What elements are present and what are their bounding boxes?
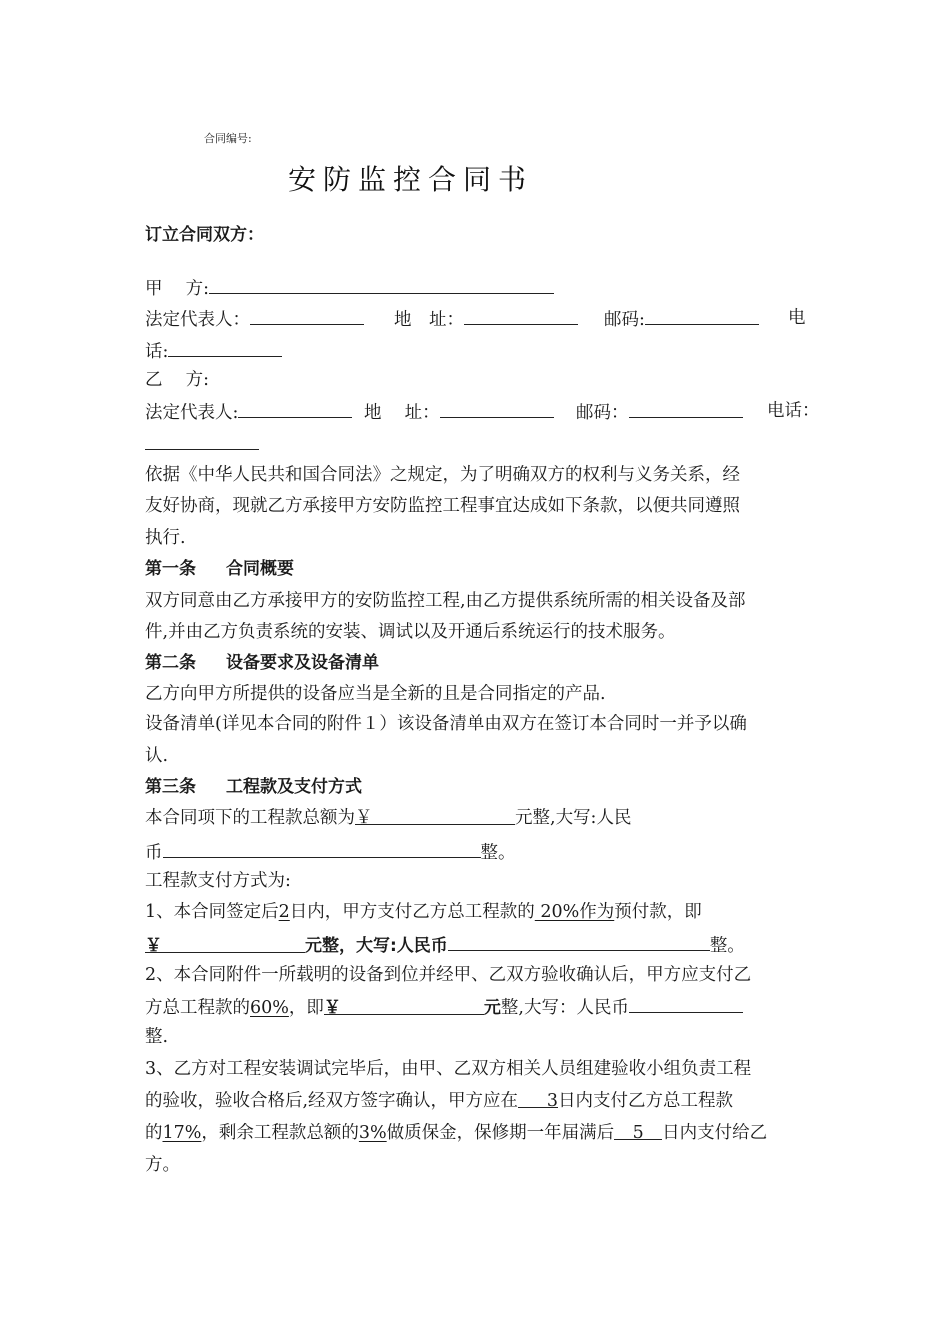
article-3-title: 工程款及支付方式 (226, 777, 362, 797)
party-a-zip-label: 邮码: (604, 310, 645, 330)
payment-3-days[interactable] (518, 1090, 559, 1111)
article-3-heading (145, 776, 362, 798)
payment-2-percent[interactable]: 60% (250, 998, 289, 1018)
payment-3-text-f: 日内支付给乙 (662, 1123, 768, 1143)
warranty-days[interactable] (614, 1122, 662, 1143)
party-a-label: 甲 方: (145, 279, 209, 299)
warranty-days-value: 5 (632, 1123, 644, 1143)
payment-2-text-d: 整,大写：人民币 (500, 998, 629, 1018)
article-1-line-2: 件,并由乙方负责系统的安装、调试以及开通后系统运行的技术服务。 (145, 622, 676, 642)
payment-2-line-2 (145, 995, 743, 1019)
payment-1-amount-blank[interactable] (145, 935, 305, 956)
party-a-blank[interactable] (209, 276, 554, 294)
payment-method-heading: 工程款支付方式为: (145, 871, 291, 891)
payment-1-line-1 (145, 901, 702, 923)
party-b-zip (576, 400, 743, 424)
payment-3-text-c: 的 (145, 1123, 163, 1143)
payment-3-text-e: 做质保金，保修期一年届满后 (386, 1123, 615, 1143)
party-b-rep-label: 法定代表人: (145, 403, 239, 423)
payment-3-line-1: 3、乙方对工程安装调试完毕后，由甲、乙双方相关人员组建验收小组负责工程 (145, 1059, 752, 1079)
party-a-line (145, 276, 554, 300)
total-rmb-blank[interactable] (163, 840, 481, 858)
payment-2-line-1: 2、本合同附件一所载明的设备到位并经甲、乙双方验收确认后，甲方应支付乙 (145, 965, 752, 985)
parties-heading: 订立合同双方： (145, 225, 264, 245)
payment-2-amount-blank[interactable] (323, 997, 484, 1018)
party-b-addr (364, 400, 554, 424)
article-2-number: 第二条 (145, 653, 196, 673)
total-amount-prefix: 本合同项下的工程款总额为 (145, 808, 355, 828)
article-1-title: 合同概要 (226, 559, 294, 579)
article-3-number: 第三条 (145, 777, 196, 797)
party-a-zip-blank[interactable] (645, 307, 759, 325)
party-a-addr-blank[interactable] (464, 307, 578, 325)
total-amount-suffix: 元整,大写:人民 (515, 808, 632, 828)
article-1-number: 第一条 (145, 559, 196, 579)
payment-2-rmb-blank[interactable] (629, 995, 743, 1013)
yen-symbol: ￥ (323, 998, 341, 1018)
payment-1-line-2 (145, 933, 745, 957)
article-2-line-3: 认. (145, 746, 169, 766)
party-b-addr-blank[interactable] (440, 400, 554, 418)
party-b-zip-blank[interactable] (629, 400, 743, 418)
intro-line-2: 友好协商，现就乙方承接甲方安防监控工程事宜达成如下条款，以便共同遵照 (145, 496, 740, 516)
payment-3-text-b: 日内支付乙方总工程款 (558, 1091, 734, 1111)
payment-1-text-a: 1、本合同签定后 (145, 902, 279, 922)
payment-2-text-c: 元 (483, 998, 501, 1018)
party-b-tel-blank[interactable] (145, 432, 259, 450)
payment-2-text-b: ，即 (288, 998, 324, 1018)
payment-2-text-a: 方总工程款的 (145, 998, 250, 1018)
total-amount-blank[interactable] (355, 807, 515, 828)
yen-symbol: ￥ (145, 936, 162, 956)
party-b-addr-label: 地 址： (364, 403, 440, 423)
party-a-tel-label-2: 话: (145, 342, 169, 362)
intro-line-3: 执行. (145, 528, 186, 548)
article-2-title: 设备要求及设备清单 (226, 653, 379, 673)
party-a-addr-label: 地 址： (394, 310, 464, 330)
party-a-rep-label: 法定代表人： (145, 310, 250, 330)
party-b-label: 乙 方: (145, 370, 209, 390)
payment-1-text-c: 预付款，即 (614, 902, 702, 922)
party-b-rep-line (145, 400, 352, 424)
payment-1-text-e: 整。 (709, 936, 745, 956)
contract-number-label: 合同编号: (204, 132, 252, 145)
article-1-line-1: 双方同意由乙方承接甲方的安防监控工程,由乙方提供系统所需的相关设备及部 (145, 591, 746, 611)
party-b-rep-blank[interactable] (238, 400, 352, 418)
article-1-heading (145, 558, 294, 580)
intro-line-1: 依据《中华人民共和国合同法》之规定，为了明确双方的权利与义务关系，经 (145, 465, 740, 485)
payment-3-days-value: 3 (546, 1091, 559, 1111)
article-2-line-2: 设备清单(详见本合同的附件１）该设备清单由双方在签订本合同时一并予以确 (145, 714, 747, 734)
yen-symbol: ￥ (355, 808, 373, 828)
payment-1-text-b: 日内，甲方支付乙方总工程款的 (289, 902, 535, 922)
party-a-tel-line (145, 339, 282, 363)
total-amount-line (145, 807, 631, 829)
page-title: 安防监控合同书 (288, 163, 534, 196)
article-2-heading (145, 652, 379, 674)
party-b-zip-label: 邮码： (576, 403, 629, 423)
payment-3-text-d: ，剩余工程款总额的 (201, 1123, 359, 1143)
total-rmb-prefix: 币 (145, 843, 163, 863)
party-b-tel-blank-line (145, 432, 259, 456)
payment-1-rmb-blank[interactable] (448, 933, 710, 951)
payment-3-line-2 (145, 1090, 733, 1112)
payment-3-text-a: 的验收，验收合格后,经双方签字确认，甲方应在 (145, 1091, 519, 1111)
payment-1-percent[interactable]: 20%作为 (534, 902, 615, 922)
payment-3-line-3 (145, 1122, 767, 1144)
party-a-addr (394, 307, 578, 331)
payment-1-text-d: 元整，大写:人民币 (305, 936, 448, 956)
party-a-zip (604, 307, 759, 331)
article-2-line-1: 乙方向甲方所提供的设备应当是全新的且是合同指定的产品. (145, 684, 606, 704)
party-a-rep-line (145, 307, 364, 331)
party-a-tel-blank[interactable] (168, 339, 282, 357)
total-rmb-line (145, 840, 516, 864)
payment-3-percent[interactable]: 17% (162, 1123, 202, 1143)
payment-2-line-3: 整. (145, 1027, 169, 1047)
total-rmb-suffix: 整。 (480, 843, 516, 863)
payment-1-days[interactable]: 2 (278, 902, 290, 922)
payment-3-line-4: 方。 (145, 1155, 180, 1175)
party-b-tel-label: 电话： (767, 401, 820, 421)
warranty-percent[interactable]: 3% (358, 1123, 387, 1143)
party-a-rep-blank[interactable] (250, 307, 364, 325)
party-a-tel-label-1: 电 (788, 308, 806, 328)
